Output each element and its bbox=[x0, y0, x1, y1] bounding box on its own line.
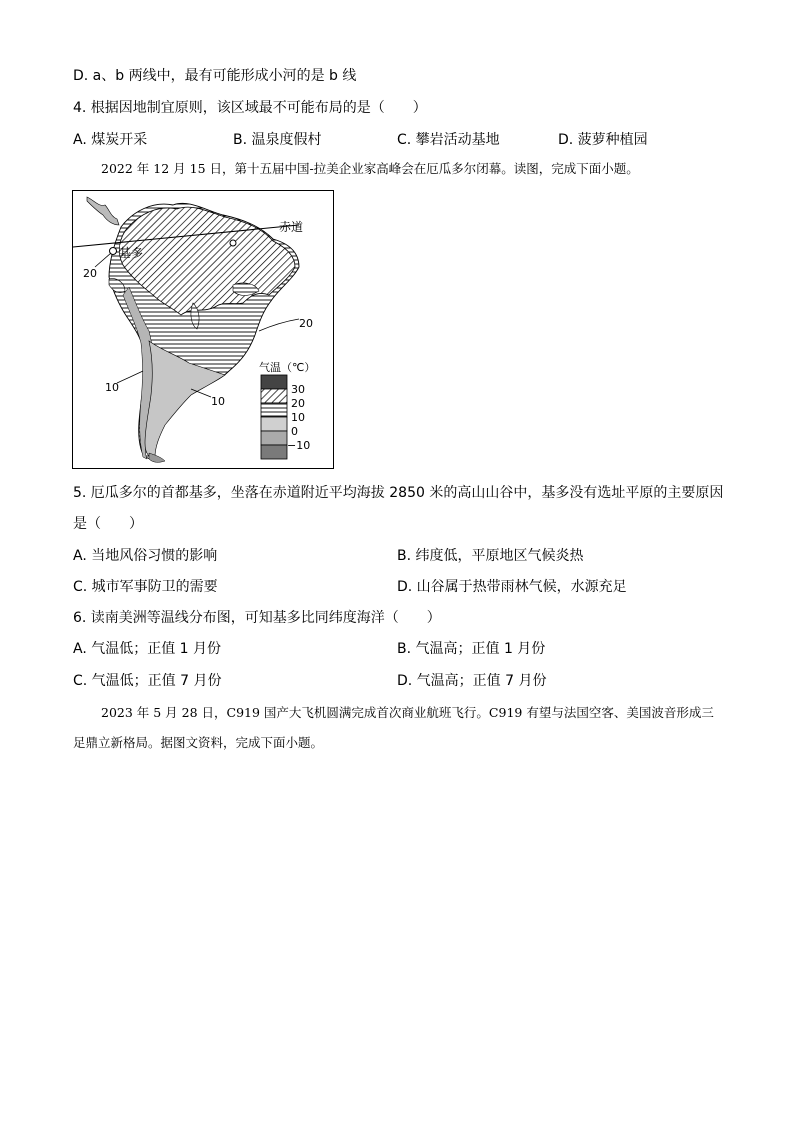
q5-stem-line1: 5. 厄瓜多尔的首都基多，坐落在赤道附近平均海拔 2850 米的高山山谷中，基多没有选址平原的主要原因 bbox=[73, 485, 724, 501]
q4-option-b: B. 温泉度假村 bbox=[233, 132, 322, 148]
isotherm-label-20-west: 20 bbox=[83, 267, 97, 280]
q6-option-d: D. 气温高；正值 7 月份 bbox=[397, 673, 547, 689]
legend-value: 30 bbox=[291, 383, 305, 396]
legend-value: 10 bbox=[291, 411, 305, 424]
intro-ecuador: 2022 年 12 月 15 日，第十五届中国-拉美企业家高峰会在厄瓜多尔闭幕。读图，完成下面小题。 bbox=[101, 161, 639, 176]
q5-option-b: B. 纬度低，平原地区气候炎热 bbox=[397, 548, 584, 564]
legend-value: −10 bbox=[287, 439, 311, 452]
temperature-legend bbox=[259, 360, 315, 459]
south-america-isotherm-map bbox=[72, 190, 334, 469]
q5-option-a: A. 当地风俗习惯的影响 bbox=[73, 548, 218, 564]
q6-option-a: A. 气温低；正值 1 月份 bbox=[73, 641, 222, 657]
q4-option-a: A. 煤炭开采 bbox=[73, 132, 148, 148]
city-label: 基多 bbox=[119, 246, 144, 260]
legend-value: 20 bbox=[291, 397, 305, 410]
q5-option-c: C. 城市军事防卫的需要 bbox=[73, 579, 218, 595]
q4-stem: 4. 根据因地制宜原则，该区域最不可能布局的是（ ） bbox=[73, 100, 427, 116]
equator-label: 赤道 bbox=[279, 220, 304, 234]
isotherm-label-20-east: 20 bbox=[299, 317, 313, 330]
q6-option-c: C. 气温低；正值 7 月份 bbox=[73, 673, 222, 689]
q4-option-c: C. 攀岩活动基地 bbox=[397, 132, 500, 148]
legend-title: 气温（℃） bbox=[259, 361, 316, 374]
q5-stem-line2: 是（ ） bbox=[73, 516, 143, 532]
isotherm-label-10-east: 10 bbox=[211, 395, 225, 408]
q4-option-d: D. 菠萝种植园 bbox=[558, 132, 648, 148]
isotherm-label-10-west: 10 bbox=[105, 381, 119, 394]
q6-stem: 6. 读南美洲等温线分布图，可知基多比同纬度海洋（ ） bbox=[73, 610, 441, 626]
q6-option-b: B. 气温高；正值 1 月份 bbox=[397, 641, 546, 657]
legend-value: 0 bbox=[291, 425, 298, 438]
q5-option-d: D. 山谷属于热带雨林气候，水源充足 bbox=[397, 579, 627, 595]
intro-c919: 2023 年 5 月 28 日，C919 国产大飞机圆满完成首次商业航班飞行。C919 有望与法国空客、美国波音形成三足鼎立新格局。据图文资料，完成下面小题。 bbox=[73, 705, 714, 750]
q3-option-d: D. a、b 两线中，最有可能形成小河的是 b 线 bbox=[73, 68, 357, 84]
